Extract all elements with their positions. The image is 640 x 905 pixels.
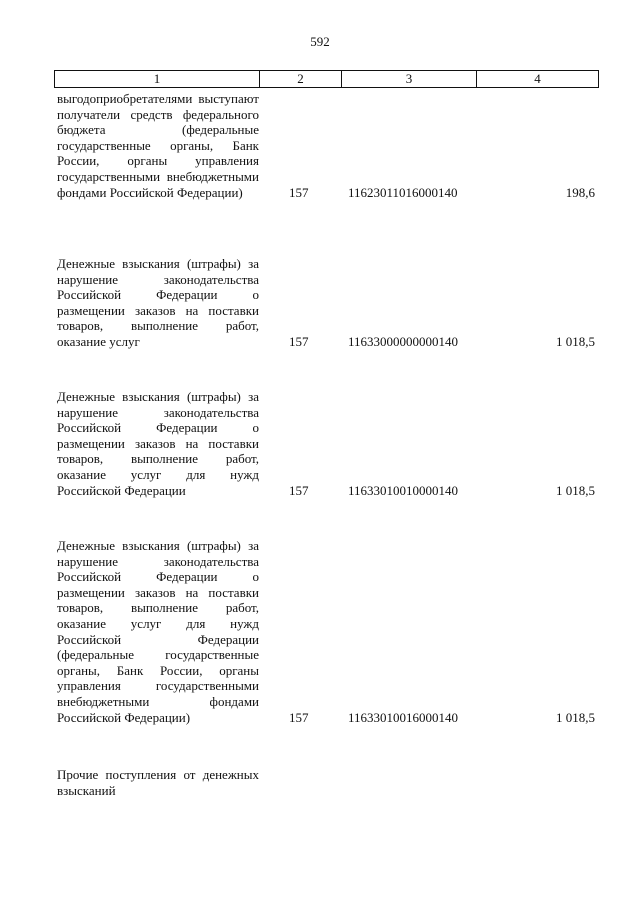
- row-admin-code: 157: [289, 482, 309, 498]
- column-header-1: 1: [55, 71, 260, 87]
- row-description: выгодоприобретателями выступают получатели средств федерального бюджета (федеральные государственные органы, Банк России, органы управления государственными внебюджетными фондами Российской Федерации): [57, 91, 259, 200]
- row-amount: 198,6: [565, 184, 595, 200]
- table-row: [57, 389, 597, 498]
- row-amount: 1 018,5: [556, 482, 595, 498]
- row-admin-code: 157: [289, 709, 309, 725]
- table-row: [57, 538, 597, 725]
- row-kbk-code: 11633010016000140: [348, 709, 459, 725]
- row-amount: 1 018,5: [556, 333, 595, 349]
- table-column-header: [54, 70, 599, 88]
- row-kbk-code: 11633010010000140: [348, 482, 459, 498]
- row-admin-code: 157: [289, 333, 309, 349]
- row-amount: 1 018,5: [556, 709, 595, 725]
- row-admin-code: 157: [289, 184, 309, 200]
- table-row: [57, 91, 597, 200]
- table-row: [57, 767, 597, 798]
- page-number: 592: [310, 34, 330, 49]
- row-description: Денежные взыскания (штрафы) за нарушение законодательства Российской Федерации о размещении заказов на поставки товаров, выполнение работ, оказание услуг для нужд Российской Федерации (федеральные государственные органы, Банк России, органы управления государственными внебюджетными фондами Российской Федерации): [57, 538, 259, 725]
- column-header-2: 2: [260, 71, 342, 87]
- column-header-3: 3: [342, 71, 477, 87]
- row-description: Денежные взыскания (штрафы) за нарушение законодательства Российской Федерации о размещении заказов на поставки товаров, выполнение работ, оказание услуг для нужд Российской Федерации: [57, 389, 259, 498]
- row-kbk-code: 11633000000000140: [348, 333, 459, 349]
- row-kbk-code: 11623011016000140: [348, 184, 458, 200]
- row-description: Прочие поступления от денежных взысканий: [57, 767, 259, 798]
- table-row: [57, 256, 597, 350]
- row-description: Денежные взыскания (штрафы) за нарушение законодательства Российской Федерации о размещении заказов на поставки товаров, выполнение работ, оказание услуг: [57, 256, 259, 349]
- column-header-4: 4: [534, 71, 541, 86]
